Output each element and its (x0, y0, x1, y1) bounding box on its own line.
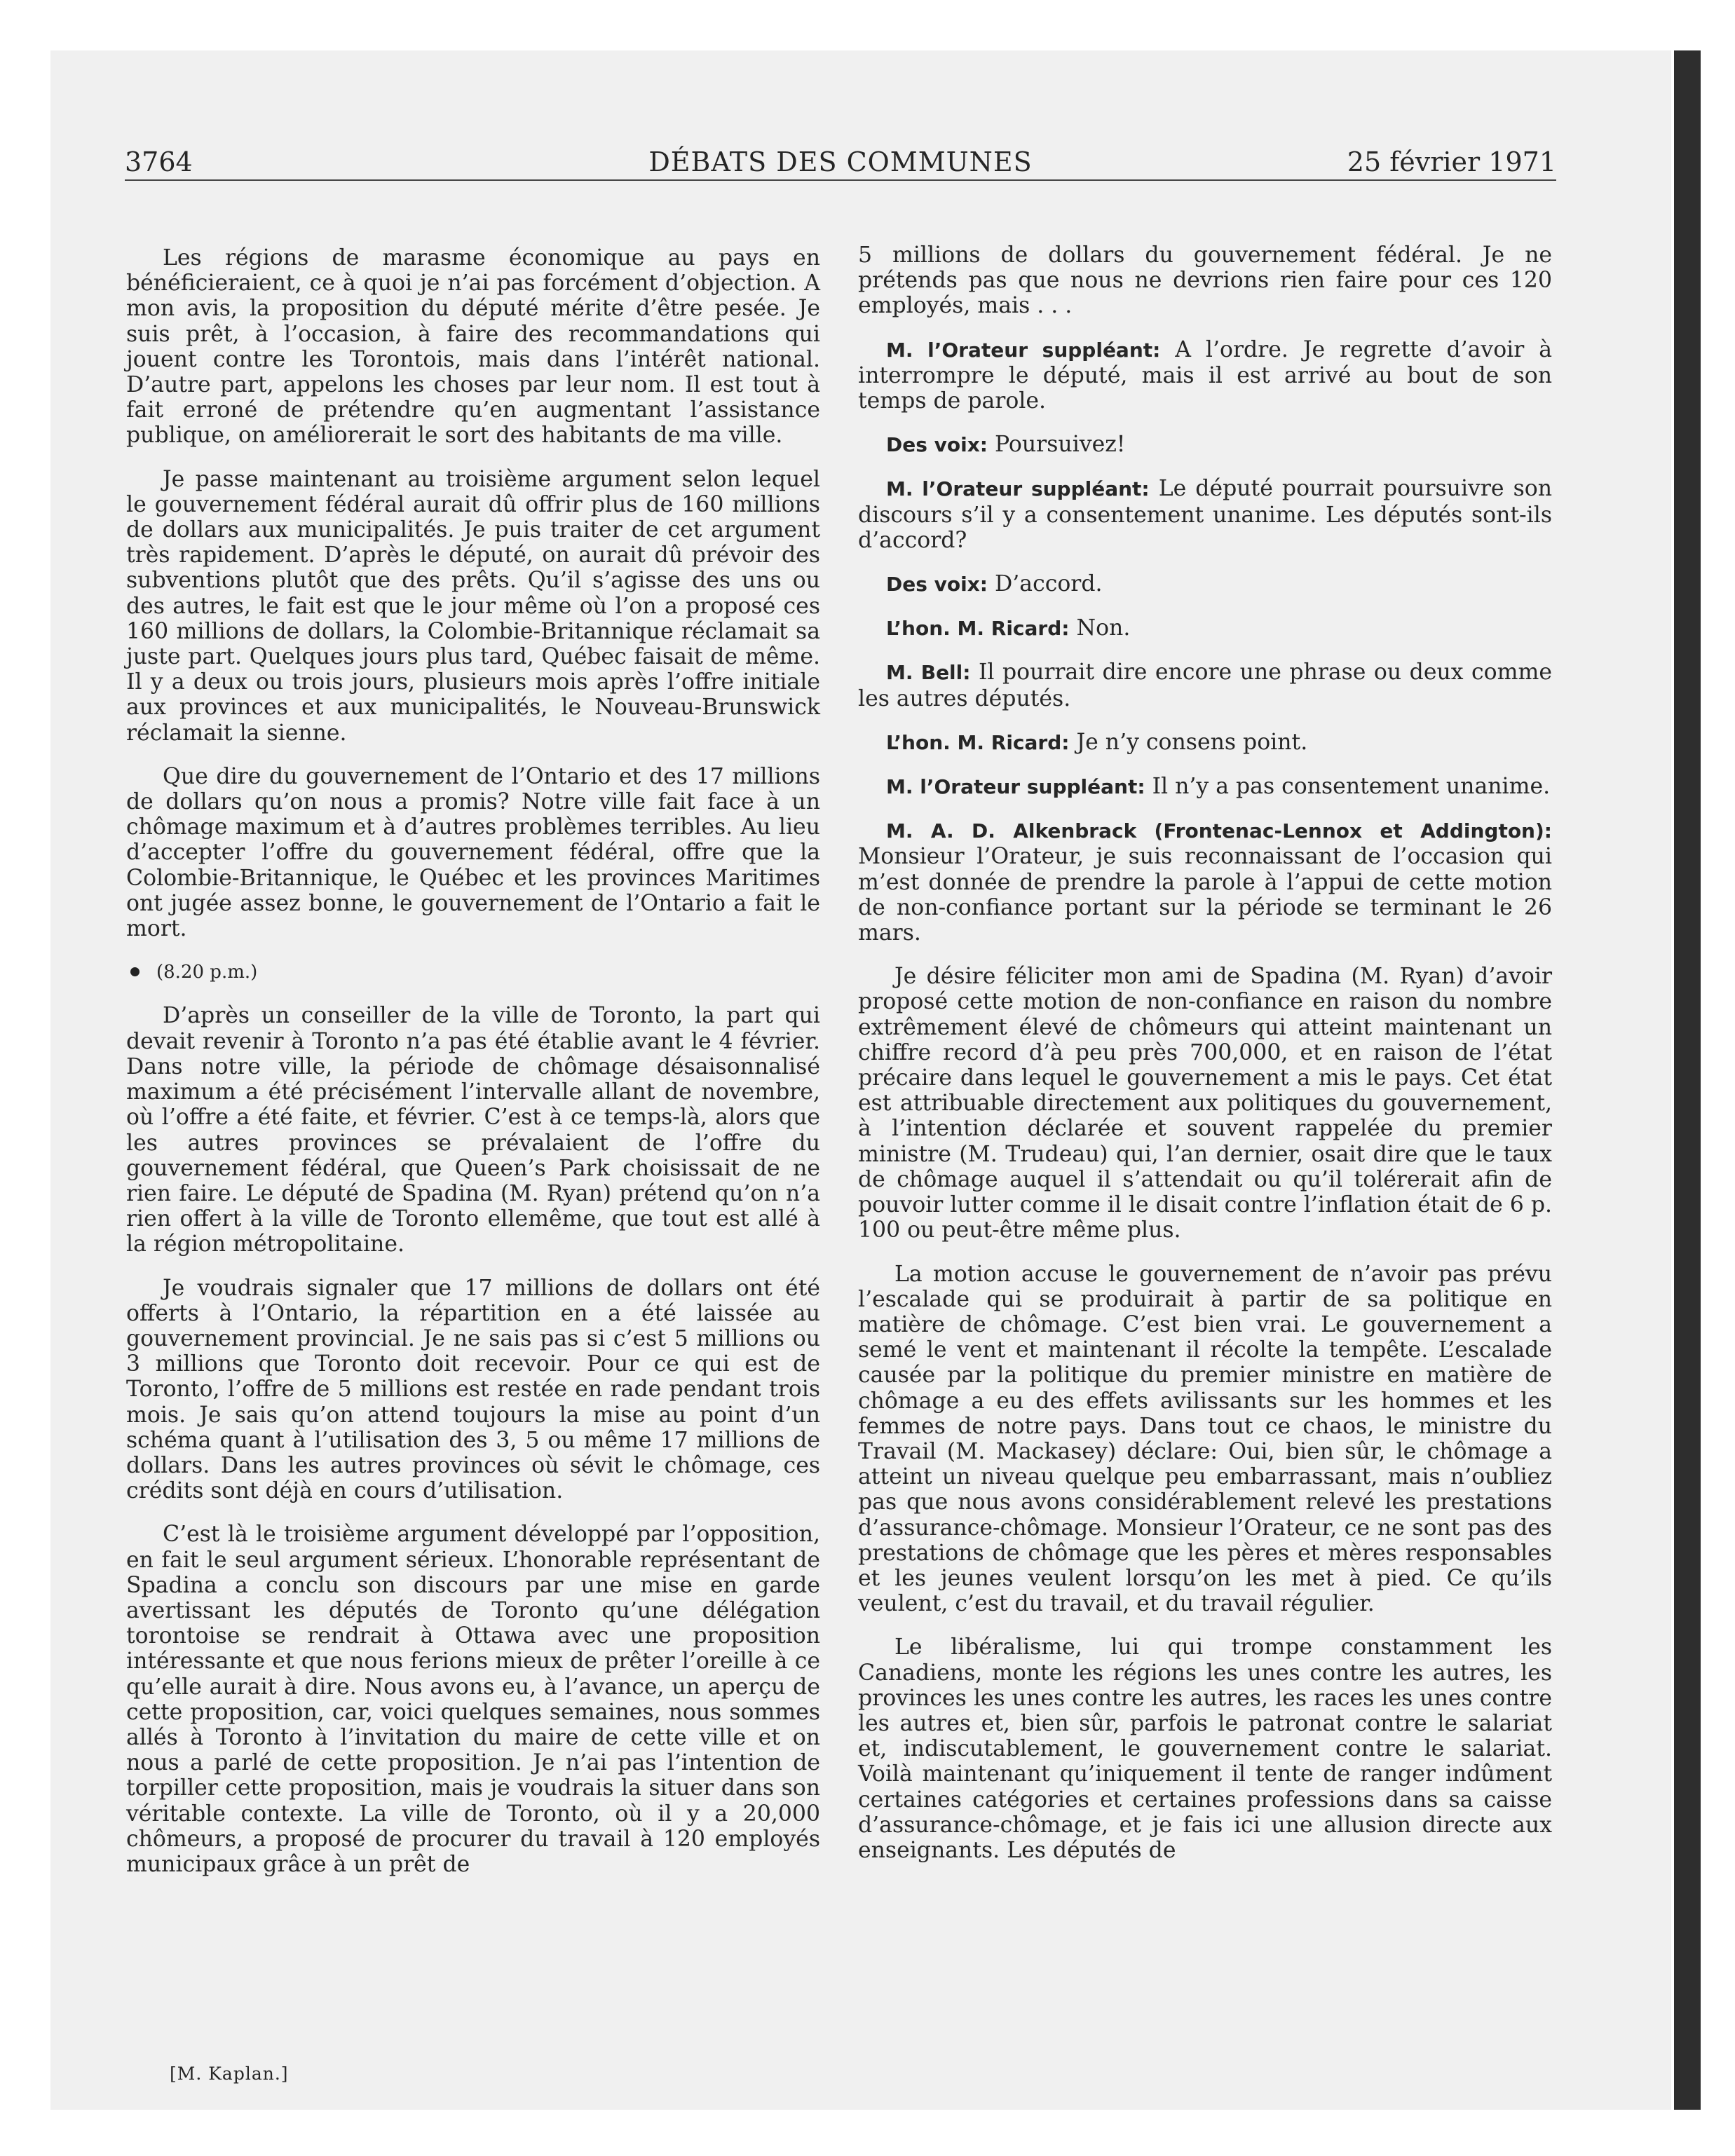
speaker-name: M. l’Orateur suppléant: (886, 775, 1145, 799)
speaker-name: Des voix: (886, 433, 988, 457)
speaker-name: L’hon. M. Ricard: (886, 617, 1070, 641)
speech-text: Il n’y a pas consentement unanime. (1152, 774, 1551, 800)
paragraph: Le libéralisme, lui qui trompe constamment les Canadiens, monte les régions les unes contre les autres, les provinces les unes contre les autres, les races les unes contre les autres et, bien sûr, parfois le patronat contre le salariat et, indiscutablement, le gouvernement contre le salariat. Voilà maintenant qu’iniquement il tente de ranger indûment certaines catégories et certaines professions dans sa caisse d’assurance-chômage, et je fais ici une allusion directe aux enseignants. Les députés de (858, 1635, 1552, 1863)
page-header (125, 146, 1556, 178)
speech-entry (858, 615, 1552, 641)
publication-date: 25 février 1971 (1347, 146, 1556, 177)
paragraph: La motion accuse le gouvernement de n’avoir pas prévu l’escalade qui se produirait à partir de sa politique en matière de chômage. C’est bien vrai. Le gouvernement a semé le vent et maintenant il récolte la tempête. L’escalade causée par la politique du premier ministre en matière de chômage a eu des effets avilissants sur les hommes et les femmes de notre pays. Dans tout ce chaos, le ministre du Travail (M. Mackasey) déclare: Oui, bien sûr, le chômage a atteint un niveau quelque peu embarrassant, mais n’oubliez pas que nous avons considérablement relevé les prestations d’assurance-chômage. Monsieur l’Orateur, ce ne sont pas des prestations de chômage que les pères et mères responsables et les jeunes veulent lorsqu’on les met à pied. Ce qu’ils veulent, c’est du travail, et du travail régulier. (858, 1261, 1552, 1617)
speech-text: A l’ordre. Je regrette d’avoir à interrompre le député, mais il est arrivé au bout de son temps de parole. (858, 336, 1552, 414)
speech-entry (858, 730, 1552, 756)
speech-text: Il pourrait dire encore une phrase ou deux comme les autres députés. (858, 660, 1553, 711)
speaker-name: L’hon. M. Ricard: (886, 730, 1070, 754)
scan-edge-strip (1674, 50, 1701, 2110)
publication-title: DÉBATS DES COMMUNES (648, 146, 1033, 177)
time-marker (126, 960, 820, 985)
speaker-name: M. l’Orateur suppléant: (886, 477, 1150, 501)
speaker-name: M. A. D. Alkenbrack (Frontenac-Lennox et Addington): (886, 819, 1552, 843)
speech-entry (858, 571, 1552, 597)
speech-entry (858, 660, 1552, 711)
paragraph: D’après un conseiller de la ville de Toronto, la part qui devait revenir à Toronto n’a pas été établie avant le 4 février. Dans notre ville, la période de chômage désaisonnalisé maximum a été précisément l’intervalle allant de novembre, où l’offre a été faite, et février. C’est à ce temps-là, alors que les autres provinces se prévalaient de l’offre du gouvernement fédéral, que Queen’s Park choisissait de ne rien faire. Le député de Spadina (M. Ryan) prétend qu’on n’a rien offert à la ville de Toronto ellemême, que tout est allé à la région métropolitaine. (126, 1003, 820, 1257)
speaker-name: M. l’Orateur suppléant: (886, 338, 1161, 362)
speech-text: D’accord. (995, 571, 1103, 597)
bullet-icon (130, 967, 140, 976)
speech-entry (858, 337, 1552, 414)
paragraph: 5 millions de dollars du gouvernement fédéral. Je ne prétends pas que nous ne devrions rien faire pour ces 120 employés, mais . . . (858, 243, 1552, 319)
paragraph: Je voudrais signaler que 17 millions de dollars ont été offerts à l’Ontario, la répartition en a été laissée au gouvernement provincial. Je ne sais pas si c’est 5 millions ou 3 millions que Toronto doit recevoir. Pour ce qui est de Toronto, l’offre de 5 millions est restée en rade pendant trois mois. Je sais qu’on attend toujours la mise au point d’un schéma quant à l’utilisation des 3, 5 ou même 17 millions de dollars. Dans les autres provinces où sévit le chômage, ces crédits sont déjà en cours d’utilisation. (126, 1275, 820, 1504)
speaker-name: M. Bell: (886, 661, 971, 685)
paragraph: Que dire du gouvernement de l’Ontario et des 17 millions de dollars qu’on nous a promis? Notre ville fait face à un chômage maximum et à d’autres problèmes terribles. Au lieu d’accepter l’offre du gouvernement fédéral, offre que la Colombie-Britannique, le Québec et les provinces Maritimes ont jugée assez bonne, le gouvernement de l’Ontario a fait le mort. (126, 763, 820, 942)
speech-entry (858, 432, 1552, 458)
speech-text: Non. (1076, 615, 1131, 641)
time-marker-text: (8.20 p.m.) (156, 962, 258, 983)
speech-entry (858, 774, 1552, 800)
speech-text: Poursuivez! (995, 432, 1126, 458)
speech-text: Je n’y consens point. (1076, 729, 1308, 755)
paragraph: C’est là le troisième argument développé par l’opposition, en fait le seul argument sérieux. L’honorable représentant de Spadina a conclu son discours par une mise en garde avertissant les députés de Toronto qu’une délégation torontoise se rendrait à Ottawa avec une proposition intéressante et que nous ferions mieux de prêter l’oreille à ce qu’elle aurait à dire. Nous avons eu, à l’avance, un aperçu de cette proposition, car, voici quelques semaines, nous sommes allés à Toronto à l’invitation du maire de cette ville et on nous a parlé de cette proposition. Je n’ai pas l’intention de torpiller cette proposition, mais je voudrais la situer dans son véritable contexte. La ville de Toronto, où il y a 20,000 chômeurs, a proposé de procurer du travail à 120 employés municipaux grâce à un prêt de (126, 1522, 820, 1877)
speech-text: Monsieur l’Orateur, je suis reconnaissant de l’occasion qui m’est donnée de prendre la parole à l’appui de cette motion de non-confiance portant sur la période se terminant le 26 mars. (858, 844, 1552, 946)
paragraph: Les régions de marasme économique au pays en bénéficieraient, ce à quoi je n’ai pas forcément d’objection. A mon avis, la proposition du député mérite d’être pesée. Je suis prêt, à l’occasion, à faire des recommandations qui jouent contre les Torontois, mais dans l’intérêt national. D’autre part, appelons les choses par leur nom. Il est tout à fait erroné de prétendre qu’en augmentant l’assistance publique, on améliorerait le sort des habitants de ma ville. (126, 245, 820, 449)
speech-entry (858, 476, 1552, 553)
speaker-name: Des voix: (886, 573, 988, 596)
paragraph: Je passe maintenant au troisième argument selon lequel le gouvernement fédéral aurait dû offrir plus de 160 millions de dollars aux municipalités. Je puis traiter de cet argument très rapidement. D’après le député, on aurait dû prévoir des subventions plutôt que des prêts. Qu’il s’agisse des uns ou des autres, le fait est que le jour même où l’on a proposé ces 160 millions de dollars, la Colombie-Britannique réclamait sa juste part. Quelques jours plus tard, Québec faisait de même. Il y a deux ou trois jours, plusieurs mois après l’offre initiale aux provinces et aux municipalités, le Nouveau-Brunswick réclamait la sienne. (126, 466, 820, 746)
header-rule (125, 179, 1556, 181)
paragraph: Je désire féliciter mon ami de Spadina (M. Ryan) d’avoir proposé cette motion de non-confiance en raison du nombre extrêmement élevé de chômeurs qui atteint maintenant un chiffre record d’à peu près 700,000, et en raison de l’état précaire dans lequel le gouvernement a mis le pays. Cet état est attribuable directement aux politiques du gouvernement, à l’intention déclarée et souvent rappelée du premier ministre (M. Trudeau) qui, l’an dernier, osait dire que le taux de chômage auquel il s’attendait ou qu’il tolérerait afin de pouvoir lutter comme il le disait contre l’inflation était de 6 p. 100 ou peut-être même plus. (858, 964, 1552, 1243)
speech-text: Le député pourrait poursuivre son discours s’il y a consentement unanime. Les députés sont-ils d’accord? (858, 476, 1552, 553)
left-column (126, 245, 820, 1895)
speech-entry (858, 818, 1552, 946)
page-number: 3764 (125, 146, 193, 177)
right-column (858, 243, 1552, 1881)
footer-speaker-reference: [M. Kaplan.] (170, 2063, 289, 2084)
